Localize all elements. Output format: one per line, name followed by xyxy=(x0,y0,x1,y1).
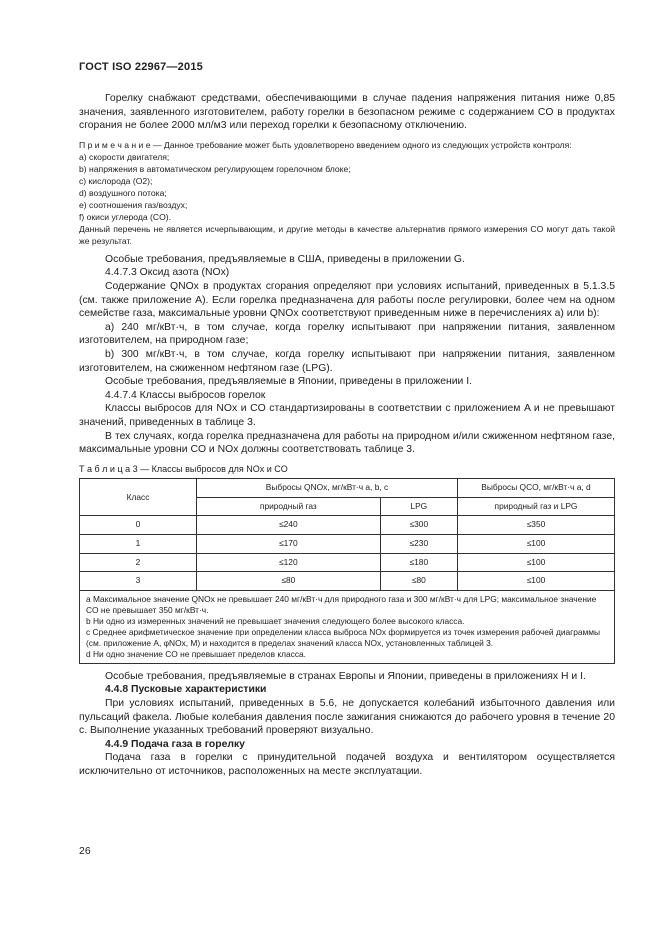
page-number: 26 xyxy=(79,845,91,857)
note-text: — Данное требование может быть удовлетворено введением одного из следующих устройств контроля: xyxy=(150,139,572,150)
cases-paragraph: В тех случаях, когда горелка предназначена для работы на природном и/или сжиженном нефтяном газе, максимальные уровни CO и NOx должны соответствовать таблице 3. xyxy=(79,430,615,456)
section-4-4-9-heading: 4.4.9 Подача газа в горелку xyxy=(105,738,245,750)
cell-lpg: ≤180 xyxy=(380,553,457,572)
cell-co: ≤350 xyxy=(458,516,615,535)
nox-paragraph: Содержание QNOx в продуктах сгорания определяют при условиях испытаний, приведенных в 5.1.3.5 (см. также приложение A). Если горелка предназначена для работы после регулировки, более чем на одном семействе газа, максимальные уровни QNOx соответствуют приведенным ниже в перечислениях а) или b): xyxy=(79,280,615,320)
section-4-4-7-4-heading: 4.4.7.4 Классы выбросов горелок xyxy=(105,389,266,401)
note-item: e) соотношения газ/воздух; xyxy=(79,199,188,210)
europe-japan-requirements: Особые требования, предъявляемые в странах Европы и Японии, приведены в приложениях H и I. xyxy=(105,670,586,682)
table-header-row xyxy=(80,479,615,498)
note-item: b) напряжения в автоматическом регулирующем горелочном блоке; xyxy=(79,163,351,174)
footnote-a: a Максимальное значение QNOx не превышает 240 мг/кВт·ч для природного газа и 300 мг/кВт·ч для LPG; максимальное значение CO не превышает 350 мг/кВт·ч. xyxy=(86,593,597,615)
note-item: d) воздушного потока; xyxy=(79,187,167,198)
cell-co: ≤100 xyxy=(458,535,615,554)
table-row xyxy=(80,516,615,535)
note-block xyxy=(79,139,615,151)
note-item: c) кислорода (O2); xyxy=(79,175,153,186)
standard-header: ГОСТ ISO 22967—2015 xyxy=(79,61,203,73)
table-row xyxy=(80,553,615,572)
cell-class: 2 xyxy=(80,553,197,572)
table-footnotes-row xyxy=(80,590,615,663)
cell-lpg: ≤230 xyxy=(380,535,457,554)
section-4-4-8-heading: 4.4.8 Пусковые характеристики xyxy=(105,684,267,696)
classes-paragraph: Классы выбросов для NOx и CO стандартизированы в соответствии с приложением A и не превышают значений, приведенных в таблице 3. xyxy=(79,403,615,428)
subheader-natural-gas: природный газ xyxy=(197,497,381,516)
cell-natural: ≤170 xyxy=(197,535,381,554)
note-label: П р и м е ч а н и е xyxy=(79,139,151,150)
table-row xyxy=(80,572,615,591)
cell-natural: ≤80 xyxy=(197,572,381,591)
subheader-lpg: LPG xyxy=(380,497,457,516)
cell-lpg: ≤300 xyxy=(380,516,457,535)
table-footnotes xyxy=(80,590,615,663)
table-row xyxy=(80,535,615,554)
startup-paragraph: При условиях испытаний, приведенных в 5.6, не допускается колебаний избыточного давления или пульсаций факела. Любые колебания давления после зажигания снижаются до рабочего уровня в течение 20 с. Выполнение указанных требований проверяют визуально. xyxy=(79,698,615,737)
note-item: а) скорости двигателя; xyxy=(79,151,170,162)
note-item: f) окиси углерода (CO). xyxy=(79,211,172,222)
note-list xyxy=(79,151,615,223)
cell-co: ≤100 xyxy=(458,553,615,572)
intro-paragraph: Горелку снабжают средствами, обеспечивающими в случае падения напряжения питания ниже 0,85 значения, заявленного изготовителем, работу горелки в безопасном режиме с содержанием CO в продуктах сгорания не более 2000 мл/м3 или переход горелки к безопасному отключению. xyxy=(79,93,615,132)
cell-co: ≤100 xyxy=(458,572,615,591)
cell-natural: ≤120 xyxy=(197,553,381,572)
footnote-c: c Среднее арифметическое значение при определении класса выброса NOx формируется из точек измерения рабочей диаграммы (см. приложение А, φNOx, M) и находится в пределах значений класса NOx, установленных таблицей 3. xyxy=(86,626,601,648)
footnote-d: d Ни одно значение CO не превышает пределов класса. xyxy=(86,648,307,659)
document-body xyxy=(79,92,615,779)
japan-requirements: Особые требования, предъявляемые в Японии, приведены в приложении I. xyxy=(105,376,472,388)
cell-lpg: ≤80 xyxy=(380,572,457,591)
nox-item-a: а) 240 мг/кВт·ч, в том случае, когда горелку испытывают при напряжении питания, заявленном изготовителем, на природном газе; xyxy=(79,321,615,347)
gas-supply-paragraph: Подача газа в горелки с принудительной подачей воздуха и вентилятором осуществляется исключительно от источников, расположенных на месте эксплуатации. xyxy=(79,752,615,777)
usa-requirements: Особые требования, предъявляемые в США, приведены в приложении G. xyxy=(105,253,465,265)
note-closing: Данный перечень не является исчерпывающим, и другие методы в качестве альтернатив прямого измерения CO могут дать такой же результат. xyxy=(79,223,615,246)
nox-item-b: b) 300 мг/кВт·ч, в том случае, когда горелку испытывают при напряжении питания, заявленном изготовителем, на сжиженном нефтяном газе (LPG). xyxy=(79,348,615,374)
subheader-co: природный газ и LPG xyxy=(458,497,615,516)
section-4-4-7-3-heading: 4.4.7.3 Оксид азота (NOx) xyxy=(105,267,230,279)
cell-class: 3 xyxy=(80,572,197,591)
table-caption: Т а б л и ц а 3 — Классы выбросов для NOx и CO xyxy=(79,463,288,474)
cell-class: 1 xyxy=(80,535,197,554)
cell-natural: ≤240 xyxy=(197,516,381,535)
footnote-b: b Ни одно из измеренных значений не превышает значения следующего более высокого класса. xyxy=(86,615,465,626)
header-class: Класс xyxy=(80,479,197,516)
cell-class: 0 xyxy=(80,516,197,535)
header-co: Выбросы QCO, мг/кВт·ч a, d xyxy=(458,479,615,498)
emission-classes-table xyxy=(79,478,615,664)
header-nox: Выбросы QNOx, мг/кВт·ч a, b, c xyxy=(197,479,458,498)
